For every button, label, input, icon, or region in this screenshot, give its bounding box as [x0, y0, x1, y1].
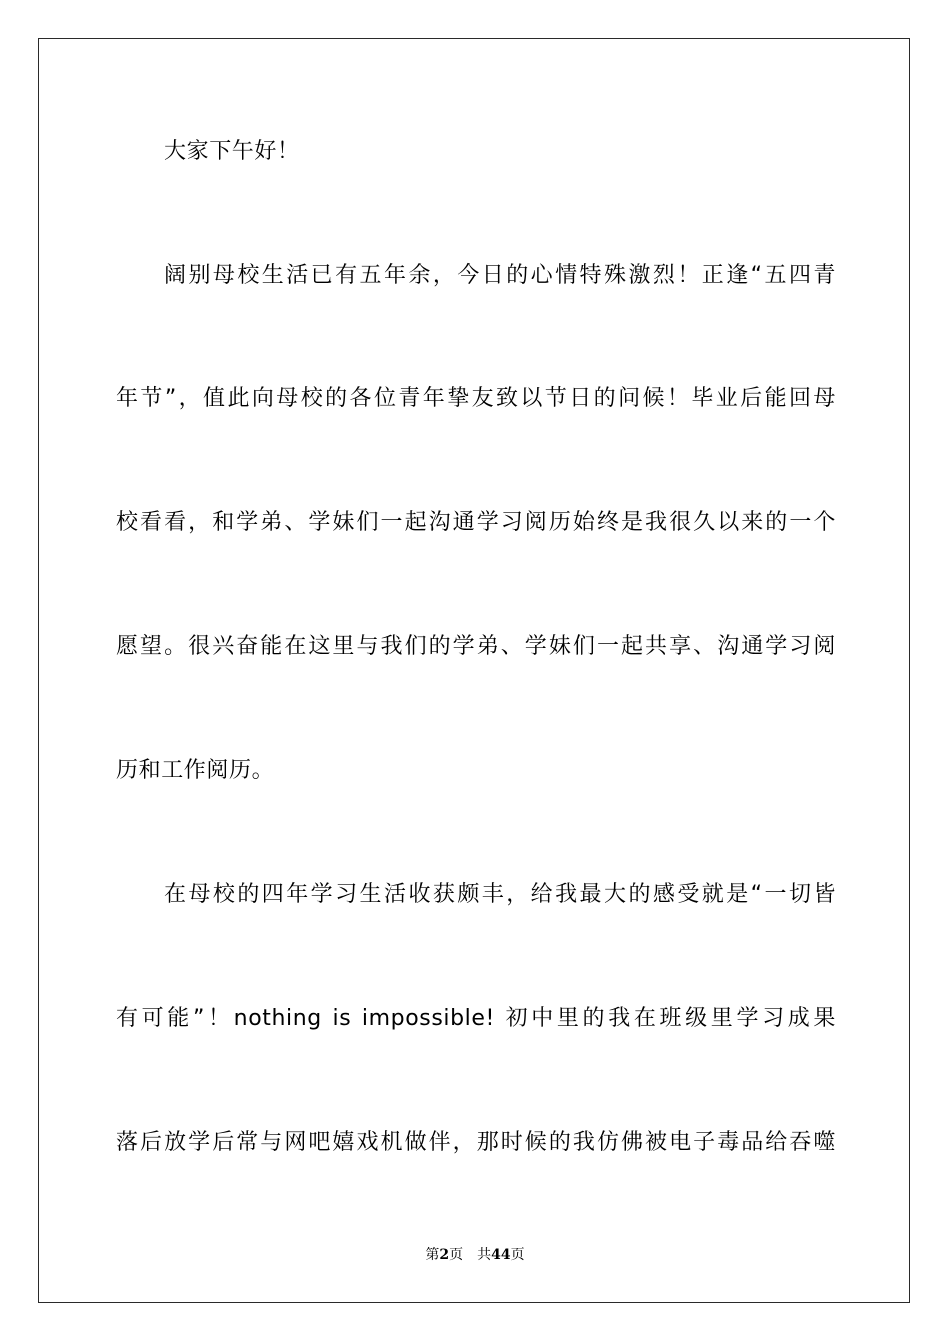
paragraph-line: 历和工作阅历。 — [116, 758, 275, 783]
paragraph-line: 有可能”！nothing is impossible! 初中里的我在班级里学习成果 — [116, 1006, 836, 1031]
greeting-line: 大家下午好！ — [164, 139, 300, 164]
page-total-prefix: 共 — [477, 1247, 492, 1263]
paragraph-line: 愿望。很兴奋能在这里与我们的学弟、学妹们一起共享、沟通学习阅 — [116, 634, 836, 659]
paragraph-line: 落后放学后常与网吧嬉戏机做伴，那时候的我仿佛被电子毒品给吞噬 — [116, 1130, 836, 1155]
page-number-prefix: 第 — [425, 1247, 440, 1263]
page-total-suffix: 页 — [510, 1247, 525, 1263]
paragraph-line: 年节”，值此向母校的各位青年挚友致以节日的问候！毕业后能回母 — [116, 386, 836, 411]
page-total-count: 44 — [491, 1247, 511, 1263]
page-number-current: 2 — [439, 1247, 450, 1263]
paragraph-line: 在母校的四年学习生活收获颇丰，给我最大的感受就是“一切皆 — [164, 882, 836, 907]
page-border — [38, 38, 910, 1303]
page-number-suffix: 页 — [449, 1247, 464, 1263]
page-footer — [0, 1246, 950, 1264]
paragraph-line: 阔别母校生活已有五年余，今日的心情特殊激烈！正逢“五四青 — [164, 263, 836, 288]
paragraph-line: 校看看，和学弟、学妹们一起沟通学习阅历始终是我很久以来的一个 — [116, 510, 836, 535]
